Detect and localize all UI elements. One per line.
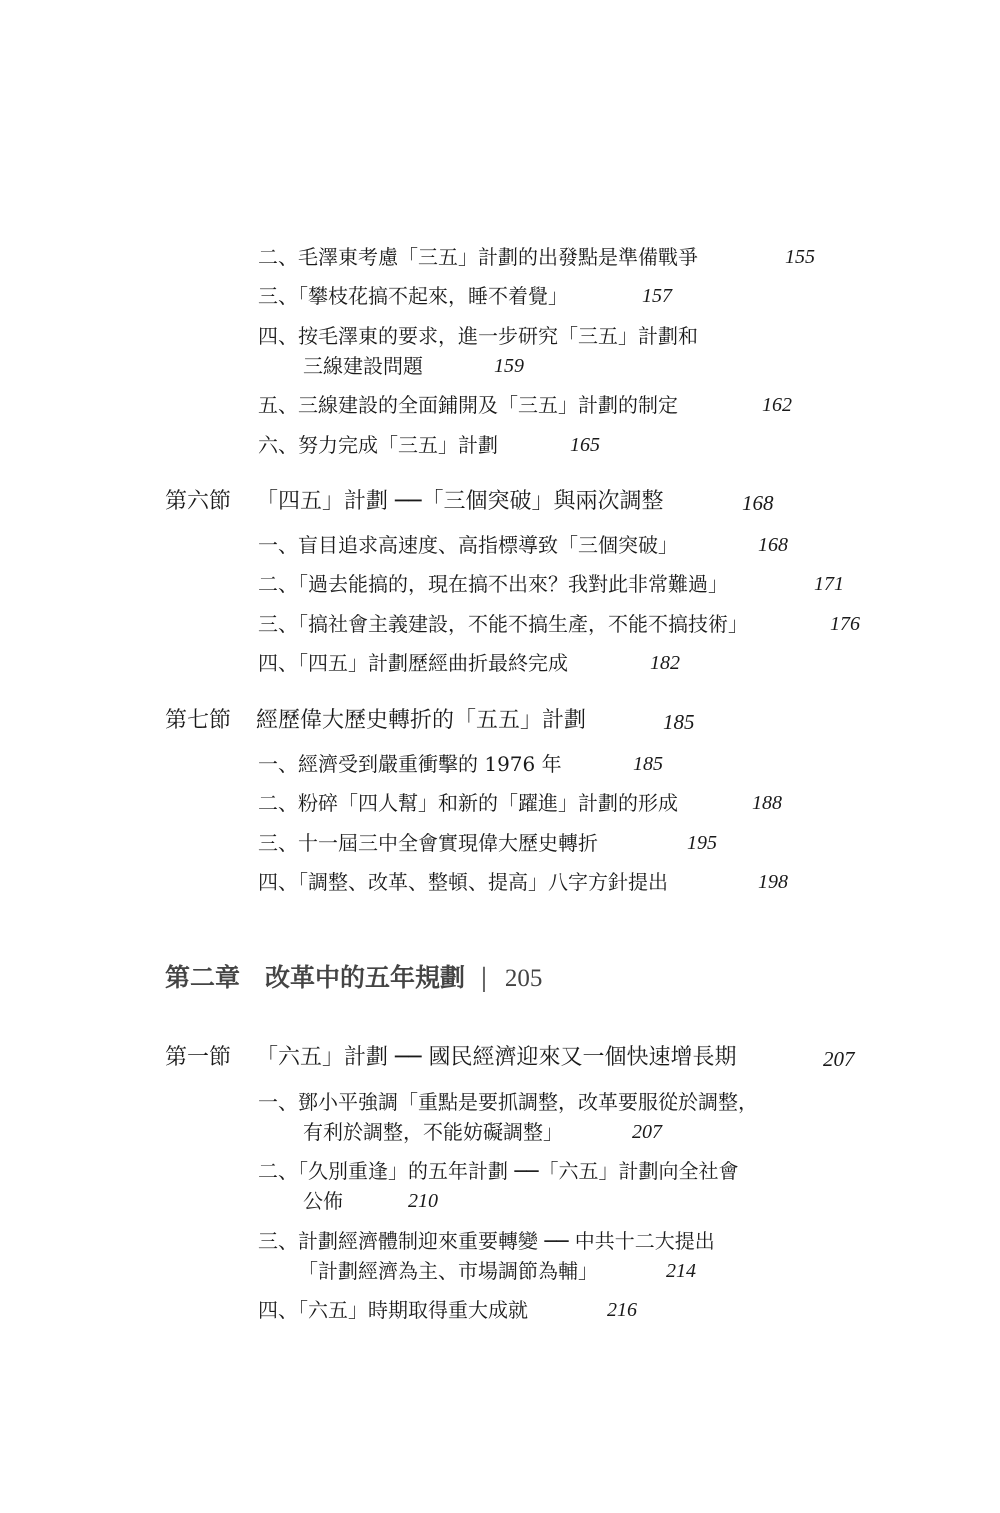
chapter-heading [165,961,542,996]
toc-entry-page: 214 [666,1260,696,1282]
toc-entry-page: 159 [494,355,524,377]
toc-entry-title: 一、鄧小平強調「重點是要抓調整，改革要服從於調整， [258,1090,758,1114]
toc-entry-page: 188 [752,792,782,814]
toc-entry-title: 六、努力完成「三五」計劃 [258,433,498,457]
toc-entry-page: 207 [632,1121,662,1143]
toc-entry-page: 168 [758,534,788,556]
section-page: 185 [663,710,695,734]
toc-entry-title-continued: 「計劃經濟為主、市場調節為輔」 [298,1259,598,1283]
toc-entry-page: 162 [762,394,792,416]
toc-entry-title: 四、「調整、改革、整頓、提高」八字方針提出 [258,870,668,894]
toc-entry-page: 210 [408,1190,438,1212]
section-page: 207 [823,1047,855,1071]
section-title: 「六五」計劃 ── 國民經濟迎來又一個快速增長期 [256,1045,737,1070]
toc-entry-title: 一、盲目追求高速度、高指標導致「三個突破」 [258,533,678,557]
toc-entry-title: 二、「久別重逢」的五年計劃 ──「六五」計劃向全社會 [258,1159,739,1183]
toc-entry-title-continued: 公佈 [303,1189,343,1213]
toc-entry-title: 四、按毛澤東的要求，進一步研究「三五」計劃和 [258,324,698,348]
section-title: 「四五」計劃 ──「三個突破」與兩次調整 [256,489,664,514]
toc-entry-title: 二、「過去能搞的，現在搞不出來？我對此非常難過」 [258,572,728,596]
toc-entry-title: 五、三線建設的全面鋪開及「三五」計劃的制定 [258,393,678,417]
toc-entry-title: 三、「攀枝花搞不起來，睡不着覺」 [258,284,568,308]
toc-entry-title: 四、「四五」計劃歷經曲折最終完成 [258,651,568,675]
toc-entry-title: 一、經濟受到嚴重衝擊的 1976 年 [258,752,562,776]
toc-entry-page: 185 [633,753,663,775]
toc-entry-title: 二、毛澤東考慮「三五」計劃的出發點是準備戰爭 [258,245,698,269]
section-title: 經歷偉大歷史轉折的「五五」計劃 [256,708,587,733]
toc-entry-title-continued: 三線建設問題 [303,354,423,378]
toc-entry-title: 三、計劃經濟體制迎來重要轉變 ── 中共十二大提出 [258,1229,715,1253]
toc-entry-title: 二、粉碎「四人幫」和新的「躍進」計劃的形成 [258,791,678,815]
toc-entry-page: 157 [642,285,672,307]
toc-entry-title: 三、「搞社會主義建設，不能不搞生產，不能不搞技術」 [258,612,748,636]
toc-entry-page: 155 [785,246,815,268]
toc-entry-page: 176 [830,613,860,635]
toc-entry-page: 216 [607,1299,637,1321]
chapter-title: 第二章 改革中的五年規劃 [165,963,466,992]
section-label: 第一節 [165,1045,232,1070]
toc-entry-title: 四、「六五」時期取得重大成就 [258,1298,528,1322]
toc-entry-page: 195 [687,832,717,854]
toc-entry-page: 198 [758,871,788,893]
toc-entry-page: 182 [650,652,680,674]
toc-entry-title: 三、十一屆三中全會實現偉大歷史轉折 [258,831,598,855]
section-label: 第七節 [165,708,232,733]
toc-entry-page: 165 [570,434,600,456]
section-label: 第六節 [165,489,232,514]
section-page: 168 [742,491,774,515]
chapter-separator: | [479,963,489,992]
chapter-page: 205 [504,965,543,992]
toc-entry-title-continued: 有利於調整，不能妨礙調整」 [303,1120,563,1144]
toc-entry-page: 171 [814,573,844,595]
